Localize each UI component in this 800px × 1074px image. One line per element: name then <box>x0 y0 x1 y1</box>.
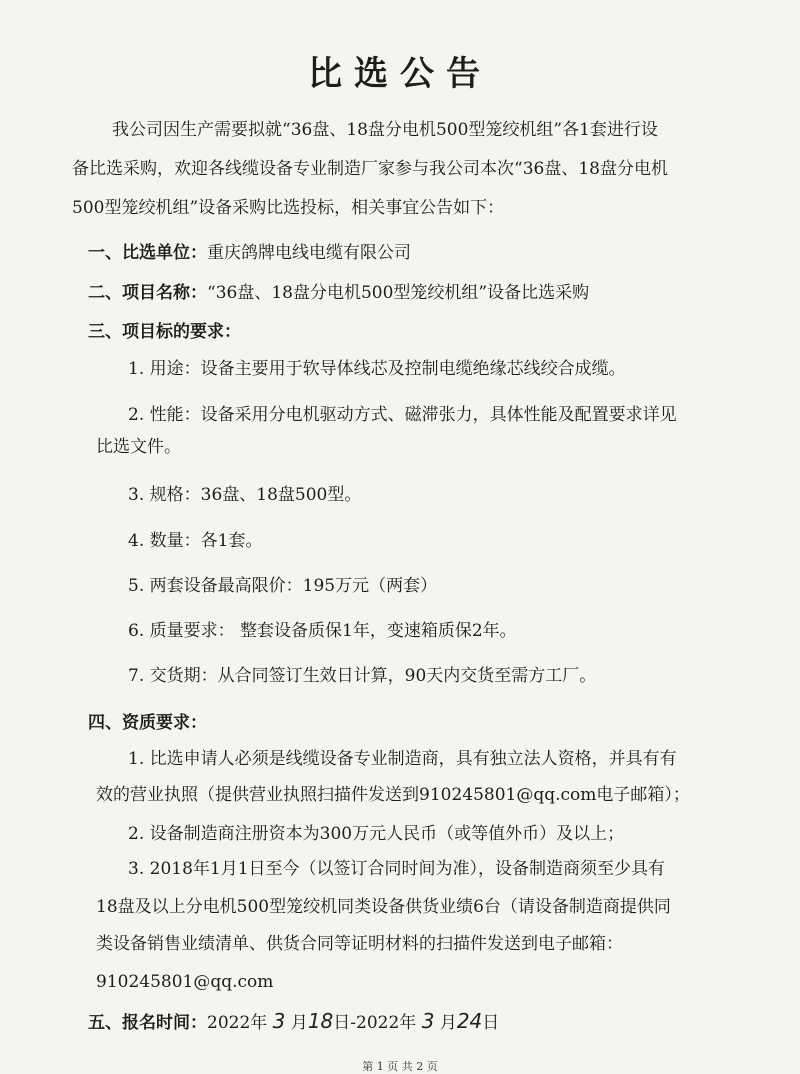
intro-line-2: 备比选采购，欢迎各线缆设备专业制造厂家参与我公司本次“36盘、18盘分电机 <box>72 159 668 179</box>
section-3-item-6: 6. 质量要求： 整套设备质保1年，变速箱质保2年。 <box>128 621 517 641</box>
section-5-label: 五、报名时间： <box>88 1013 207 1033</box>
intro-line-1: 我公司因生产需要拟就“36盘、18盘分电机500型笼绞机组”各1套进行设 <box>112 120 658 140</box>
page-title: 比选公告 <box>308 54 492 94</box>
start-month-unit: 月 <box>290 1013 308 1033</box>
section-1 <box>88 242 411 264</box>
end-day-handwritten: 24 <box>456 1009 483 1033</box>
end-day-unit: 日 <box>482 1013 500 1033</box>
section-4-item-3-cont-1: 18盘及以上分电机500型笼绞机同类设备供货业绩6台（请设备制造商提供同 <box>96 897 671 917</box>
section-3-item-7: 7. 交货期：从合同签订生效日计算，90天内交货至需方工厂。 <box>128 666 597 686</box>
section-4-item-3: 3. 2018年1月1日至今（以签订合同时间为准），设备制造商须至少具有 <box>128 859 666 879</box>
section-4-item-1-cont: 效的营业执照（提供营业执照扫描件发送到910245801@qq.com电子邮箱）； <box>96 785 690 805</box>
section-5 <box>88 1010 499 1034</box>
section-3-item-5: 5. 两套设备最高限价：195万元（两套） <box>128 576 438 596</box>
section-2-label: 二、项目名称： <box>88 283 207 303</box>
section-4-item-2: 2. 设备制造商注册资本为300万元人民币（或等值外币）及以上； <box>128 824 625 844</box>
section-4-label: 四、资质要求： <box>88 713 207 733</box>
section-3-label: 三、项目标的要求： <box>88 322 241 342</box>
page-footer: 第 1 页 共 2 页 <box>362 1060 438 1073</box>
section-1-value: 重庆鸽牌电线电缆有限公司 <box>207 243 411 263</box>
section-4-item-1: 1. 比选申请人必须是线缆设备专业制造商，具有独立法人资格，并具有有 <box>128 749 677 769</box>
section-4-email: 910245801@qq.com <box>96 972 274 992</box>
section-5-end-year: 日-2022年 <box>333 1013 417 1033</box>
section-3-item-4: 4. 数量：各1套。 <box>128 531 263 551</box>
section-3-item-1: 1. 用途：设备主要用于软导体线芯及控制电缆绝缘芯线绞合成缆。 <box>128 359 626 379</box>
intro-line-3: 500型笼绞机组”设备采购比选投标，相关事宜公告如下： <box>72 198 505 218</box>
section-1-label: 一、比选单位： <box>88 243 207 263</box>
end-month-handwritten: 3 <box>421 1009 435 1033</box>
start-month-handwritten: 3 <box>272 1009 286 1033</box>
section-5-start-year: 2022年 <box>207 1013 268 1033</box>
section-3-item-2-cont: 比选文件。 <box>96 437 181 457</box>
section-2-value: “36盘、18盘分电机500型笼绞机组”设备比选采购 <box>207 283 590 303</box>
start-day-handwritten: 18 <box>307 1009 334 1033</box>
section-3-item-2: 2. 性能：设备采用分电机驱动方式、磁滞张力，具体性能及配置要求详见 <box>128 405 677 425</box>
section-2 <box>88 282 589 304</box>
section-3-item-3: 3. 规格：36盘、18盘500型。 <box>128 485 362 505</box>
section-4-item-3-cont-2: 类设备销售业绩清单、供货合同等证明材料的扫描件发送到电子邮箱： <box>96 934 623 954</box>
end-month-unit: 月 <box>439 1013 457 1033</box>
